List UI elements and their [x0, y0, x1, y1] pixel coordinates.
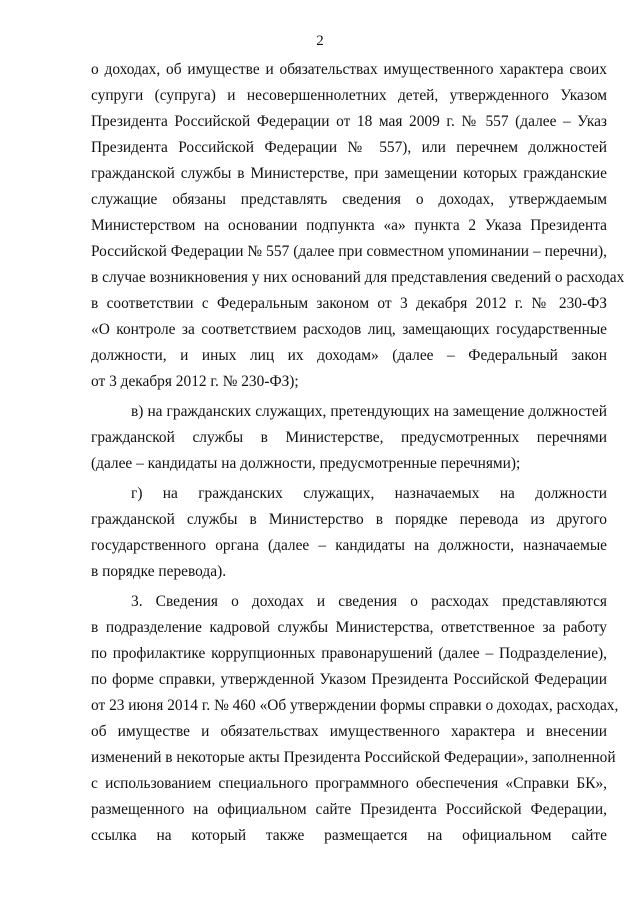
text-line: в случае возникновения у них оснований для представления сведений о расходах — [91, 269, 625, 286]
text-line: размещенного на официальном сайте Президента Российской Федерации, — [91, 801, 607, 818]
text-line: супруги (супруга) и несовершеннолетних детей, утвержденного Указом — [91, 87, 607, 104]
text-line: по форме справки, утвержденной Указом Президента Российской Федерации — [91, 671, 607, 688]
text-line: от 3 декабря 2012 г. № 230-ФЗ); — [91, 373, 299, 390]
text-line: должности, и иных лиц их доходам» (далее – Федеральный закон — [91, 347, 607, 364]
text-line: Министерством на основании подпункта «а» пункта 2 Указа Президента — [91, 217, 607, 234]
text-line: в) на гражданских служащих, претендующих на замещение должностей — [131, 403, 607, 420]
text-line: гражданской службы в Министерство в порядке перевода из другого — [91, 511, 607, 528]
text-line: с использованием специального программного обеспечения «Справки БК», — [91, 775, 607, 792]
text-line: о доходах, об имуществе и обязательствах имущественного характера своих — [91, 61, 607, 78]
text-line: г) на гражданских служащих, назначаемых на должности — [131, 485, 607, 502]
text-line: в соответствии с Федеральным законом от 3 декабря 2012 г. № 230-ФЗ — [91, 295, 607, 312]
text-line: от 23 июня 2014 г. № 460 «Об утверждении формы справки о доходах, расходах, — [91, 697, 619, 714]
text-line: гражданской службы в Министерстве, при замещении которых гражданские — [91, 165, 607, 182]
text-line: изменений в некоторые акты Президента Российской Федерации», заполненной — [91, 749, 616, 766]
text-line: Российской Федерации № 557 (далее при совместном упоминании – перечни), — [91, 243, 607, 260]
text-line: гражданской службы в Министерстве, предусмотренных перечнями — [91, 429, 607, 446]
text-line: «О контроле за соответствием расходов лиц, замещающих государственные — [91, 321, 607, 338]
text-line: 3. Сведения о доходах и сведения о расходах представляются — [131, 593, 607, 610]
text-line: служащие обязаны представлять сведения о доходах, утверждаемым — [91, 191, 607, 208]
text-line: в порядке перевода). — [91, 563, 227, 580]
text-line: по профилактике коррупционных правонарушений (далее – Подразделение), — [91, 645, 607, 662]
text-line: государственного органа (далее – кандидаты на должности, назначаемые — [91, 537, 607, 554]
text-line: (далее – кандидаты на должности, предусмотренные перечнями); — [91, 455, 521, 472]
text-line: в подразделение кадровой службы Министерства, ответственное за работу — [91, 619, 607, 636]
text-line: Президента Российской Федерации от 18 мая 2009 г. № 557 (далее – Указ — [91, 113, 607, 130]
text-line: ссылка на который также размещается на официальном сайте — [91, 827, 607, 844]
text-line: об имуществе и обязательствах имущественного характера и внесении — [91, 723, 607, 740]
page-number: 2 — [316, 33, 324, 49]
text-line: Президента Российской Федерации № 557), или перечнем должностей — [91, 139, 607, 156]
